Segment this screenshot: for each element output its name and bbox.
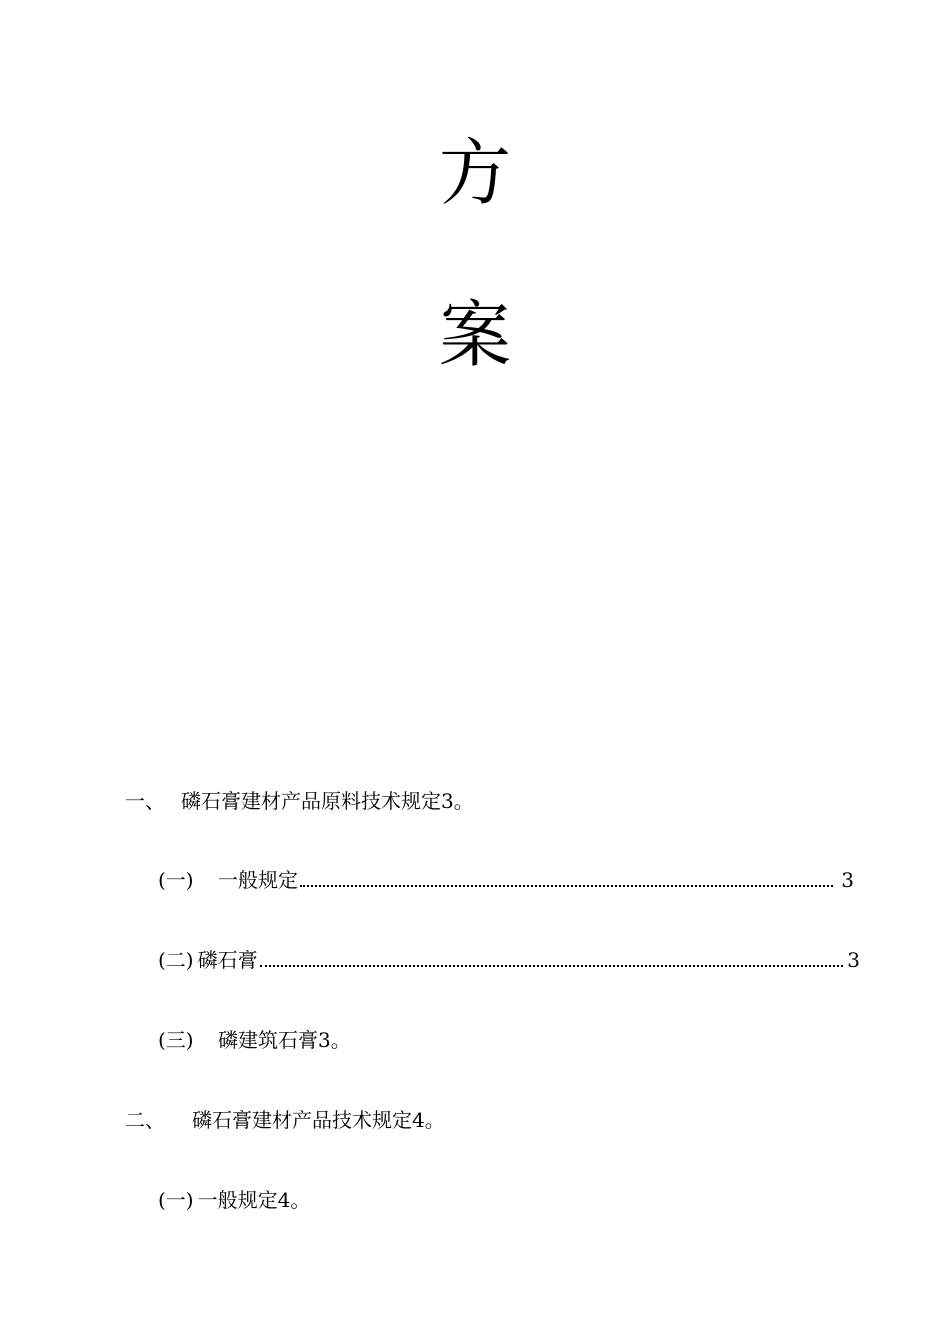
toc-entry-2[interactable]	[125, 1106, 445, 1134]
toc-entry-number: (三)	[158, 1028, 194, 1052]
toc-entry-number: 一、	[125, 789, 165, 813]
toc-entry-title: 磷石膏建材产品技术规定	[192, 1108, 412, 1132]
toc-entry-number: (一)	[158, 868, 194, 892]
toc-entry-page: 4。	[277, 1188, 311, 1212]
toc-entry-page: 3。	[318, 1028, 351, 1052]
toc-entry-page: 3	[847, 948, 860, 972]
toc-entry-1[interactable]	[125, 787, 474, 815]
toc-entry-title: 一般规定	[218, 868, 298, 892]
toc-entry-title: 磷建筑石膏	[218, 1028, 318, 1052]
toc-entry-number: (一)	[158, 1188, 194, 1212]
toc-entry-2-1[interactable]	[158, 1186, 310, 1214]
title-char-fang: 方	[438, 131, 511, 215]
toc-entry-title: 磷石膏	[197, 948, 258, 972]
toc-dot-leader	[300, 885, 833, 887]
title-char-an: 案	[438, 293, 511, 377]
toc-entry-page: 4。	[412, 1108, 445, 1132]
toc-entry-page: 3。	[441, 789, 474, 813]
toc-entry-number: (二)	[158, 948, 194, 972]
toc-entry-page: 3	[841, 868, 854, 892]
toc-entry-number: 二、	[125, 1108, 165, 1132]
toc-entry-1-1[interactable]	[158, 866, 854, 894]
toc-entry-title: 一般规定	[197, 1188, 278, 1212]
toc-entry-1-2[interactable]	[158, 946, 860, 974]
toc-dot-leader	[260, 965, 844, 967]
toc-entry-1-3[interactable]	[158, 1026, 351, 1054]
toc-entry-title: 磷石膏建材产品原料技术规定	[181, 789, 441, 813]
